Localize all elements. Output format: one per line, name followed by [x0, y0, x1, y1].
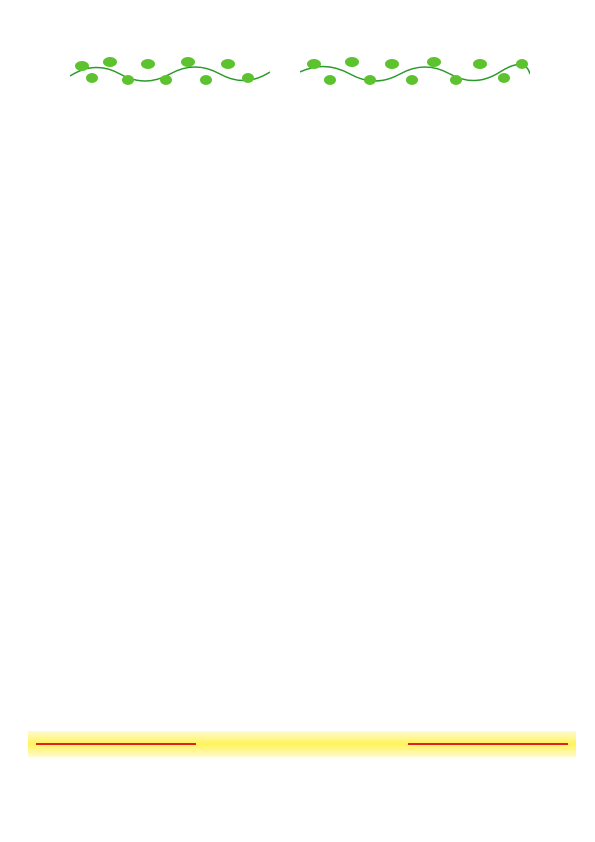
- leaf-vine-icon: [70, 52, 270, 88]
- self-activity-banner: [28, 731, 576, 757]
- leaf-vine-icon: [300, 52, 530, 88]
- calendar-grid: [67, 138, 547, 539]
